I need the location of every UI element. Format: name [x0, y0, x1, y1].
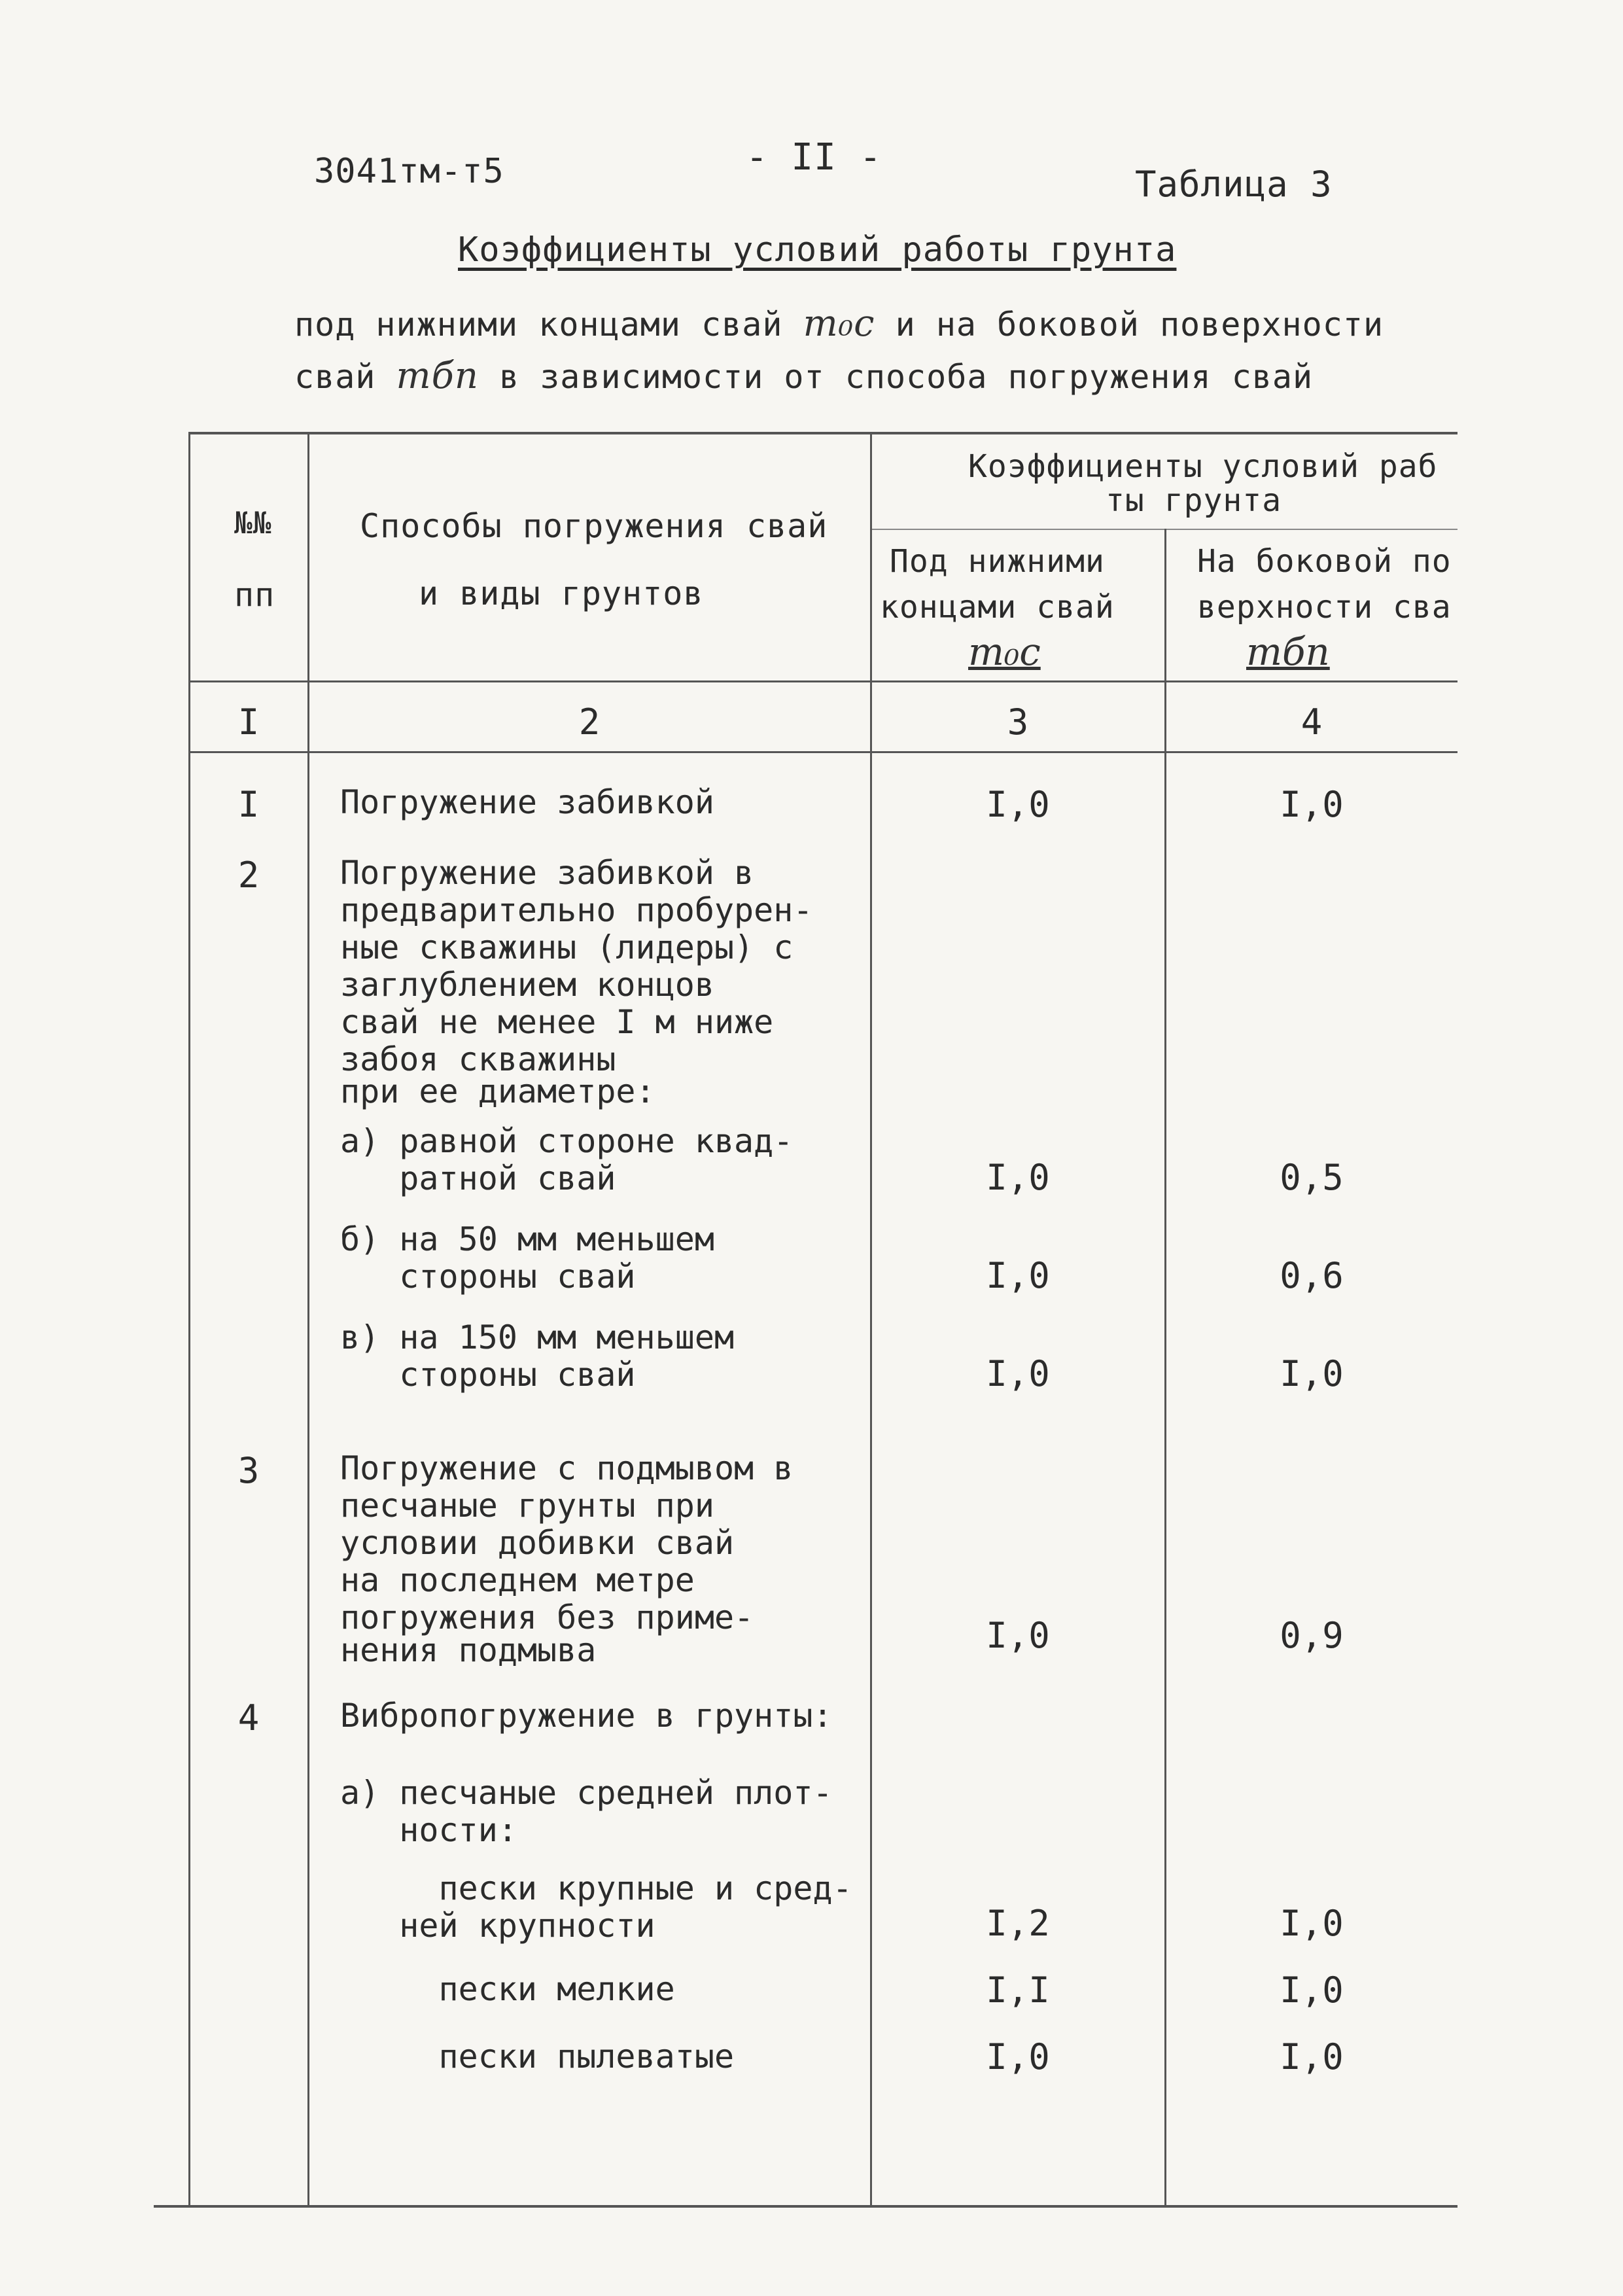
title-line-3-suffix: в зависимости от способа погружения свай	[499, 358, 1314, 396]
row-4a1-under-ends: I,2	[986, 1903, 1050, 1944]
row-1-under-ends: I,0	[986, 784, 1050, 825]
row-2-text-3: ные скважины (лидеры) с	[340, 928, 794, 966]
row-2b-text-2: стороны свай	[340, 1258, 636, 1296]
row-2a-side-surface: 0,5	[1280, 1157, 1344, 1198]
header-number-2: пп	[234, 576, 275, 614]
column-number-3: 3	[1007, 701, 1029, 743]
row-4a2-side-surface: I,0	[1280, 1969, 1344, 2011]
row-4-number: 4	[237, 1697, 260, 1739]
row-4a-text-2: ности:	[340, 1811, 517, 1849]
row-2c-under-ends: I,0	[986, 1353, 1050, 1394]
column-number-4: 4	[1300, 701, 1323, 743]
coef-subheader-divider	[870, 529, 1457, 530]
row-2a-text-1: а) равной стороне квад-	[340, 1122, 794, 1160]
row-2c-text-1: в) на 150 мм меньшем	[340, 1318, 735, 1356]
header-symbol-mbp: mбп	[1246, 629, 1330, 674]
row-4a2-under-ends: I,I	[986, 1969, 1050, 2011]
row-4-text-1: Вибропогружение в грунты:	[340, 1697, 833, 1735]
header-under-ends-1: Под нижними	[890, 543, 1105, 580]
row-2b-text-1: б) на 50 мм меньшем	[340, 1220, 714, 1258]
row-2b-under-ends: I,0	[986, 1255, 1050, 1296]
row-2-number: 2	[237, 855, 260, 896]
row-4a3-under-ends: I,0	[986, 2036, 1050, 2077]
row-1-number: I	[237, 784, 260, 825]
col-divider-1	[307, 432, 309, 2206]
row-3-text-4: на последнем метре	[340, 1561, 695, 1599]
row-3-text-6: нения подмыва	[340, 1631, 597, 1669]
header-side-surface-2: верхности сва	[1197, 589, 1452, 626]
row-2-text-1: Погружение забивкой в	[340, 854, 754, 892]
row-4a2-text-1: пески мелкие	[340, 1970, 675, 2008]
row-4a3-side-surface: I,0	[1280, 2036, 1344, 2077]
row-1-side-surface: I,0	[1280, 784, 1344, 825]
header-under-ends-2: концами свай	[880, 589, 1115, 626]
row-2a-under-ends: I,0	[986, 1157, 1050, 1198]
table-top-border	[188, 432, 1457, 434]
header-method-1: Способы погружения свай	[360, 507, 828, 545]
header-symbol-m0c: m₀c	[968, 629, 1041, 674]
header-method-2: и виды грунтов	[419, 574, 704, 612]
document-code: 3041тм-т5	[314, 152, 504, 191]
table-label: Таблица 3	[1135, 164, 1333, 205]
header-coefficients-1: Коэффициенты условий раб	[968, 448, 1438, 485]
row-2b-side-surface: 0,6	[1280, 1255, 1344, 1296]
table-bottom-border	[154, 2205, 1457, 2208]
row-2-text-4: заглублением концов	[340, 966, 714, 1004]
row-1-text-1: Погружение забивкой	[340, 783, 714, 821]
header-number-1: №№	[234, 505, 272, 540]
title-line-2	[294, 302, 1384, 345]
row-4a1-side-surface: I,0	[1280, 1903, 1344, 1944]
row-3-text-2: песчаные грунты при	[340, 1487, 714, 1525]
row-4a1-text-1: пески крупные и сред-	[340, 1869, 852, 1907]
table-title: Коэффициенты условий работы грунта	[458, 230, 1177, 270]
row-3-side-surface: 0,9	[1280, 1615, 1344, 1656]
row-3-text-1: Погружение с подмывом в	[340, 1449, 794, 1487]
row-3-number: 3	[237, 1450, 260, 1491]
column-number-2: 2	[578, 701, 601, 743]
header-side-surface-1: На боковой по	[1197, 543, 1452, 580]
row-3-under-ends: I,0	[986, 1615, 1050, 1656]
title-line-2-prefix: под нижними концами свай	[294, 306, 783, 344]
symbol-mbp: mбп	[396, 355, 479, 397]
title-line-3-prefix: свай	[294, 358, 376, 396]
page-number: - II -	[746, 136, 882, 179]
header-bottom-border	[188, 680, 1457, 682]
row-2a-text-2: ратной свай	[340, 1159, 616, 1197]
row-2c-text-2: стороны свай	[340, 1356, 636, 1394]
title-line-2-suffix: и на боковой поверхности	[895, 306, 1384, 344]
column-numbers-bottom-border	[188, 751, 1457, 753]
row-4a-text-1: а) песчаные средней плот-	[340, 1774, 833, 1812]
row-2-text-2: предварительно пробурен-	[340, 891, 813, 929]
row-4a1-text-2: ней крупности	[340, 1907, 655, 1945]
symbol-m0c: m₀c	[803, 302, 875, 345]
row-4a3-text-1: пески пылеватые	[340, 2038, 735, 2075]
row-3-text-5: погружения без приме-	[340, 1598, 754, 1636]
table-left-border	[188, 432, 190, 2206]
row-2-text-5: свай не менее I м ниже	[340, 1003, 774, 1041]
row-2c-side-surface: I,0	[1280, 1353, 1344, 1394]
title-line-3	[294, 355, 1313, 397]
row-3-text-3: условии добивки свай	[340, 1524, 735, 1562]
header-coefficients-2: ты грунта	[1106, 482, 1282, 519]
row-2-text-7: при ее диаметре:	[340, 1072, 655, 1110]
row-2-text-6: забоя скважины	[340, 1040, 616, 1078]
column-number-1: I	[237, 701, 260, 743]
